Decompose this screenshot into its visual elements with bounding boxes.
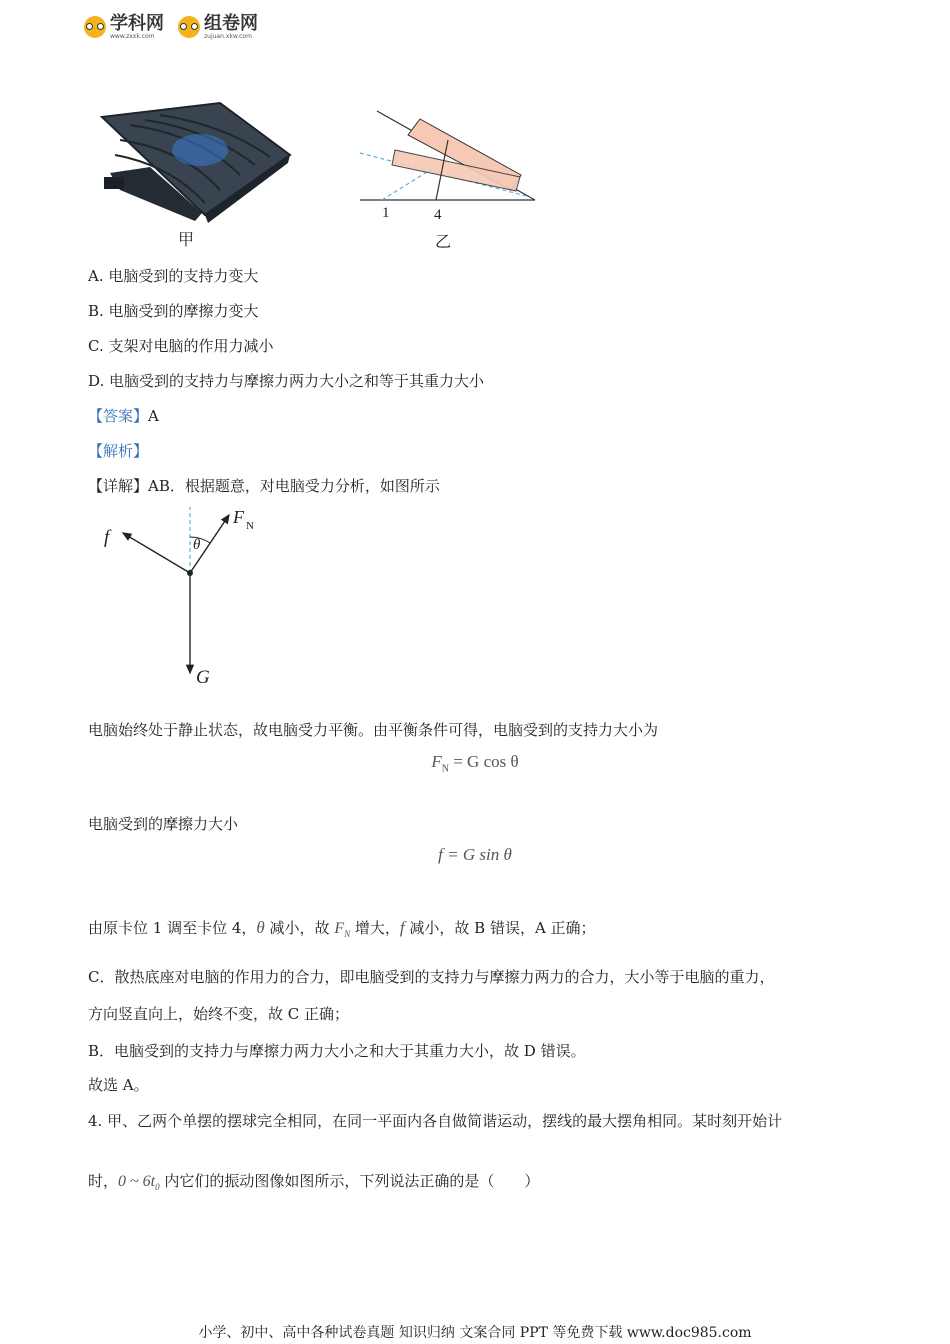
analysis-line [88,441,148,461]
caption-jia: 甲 [178,232,195,249]
q4-b: 内它们的振动图像如图所示，下列说法正确的是（ ） [159,1172,540,1190]
body-p6: B．电脑受到的支持力与摩擦力两力大小之和大于其重力大小，故 D 错误。 [88,1042,586,1060]
p3-F: F [334,920,345,937]
q4-sub: 0 [155,1182,160,1192]
body-p4: C．散热底座对电脑的作用力的合力，即电脑受到的支持力与摩擦力两力的合力，大小等于电脑的重力， [88,968,775,986]
equation-1 [0,752,950,774]
option-a: A. 电脑受到的支持力变大 [88,267,259,285]
option-c: C. 支架对电脑的作用力减小 [88,337,274,355]
label-slot-1: 1 [382,205,390,221]
p3-a: 由原卡位 1 调至卡位 4， [88,919,257,937]
owl-logo-icon [178,16,200,38]
owl-logo-icon [84,16,106,38]
laptop-stand-photo [102,103,290,223]
footer-text[interactable]: 小学、初中、高中各种试卷真题 知识归纳 文案合同 PPT 等免费下载 www.doc985.com [198,1325,752,1341]
analysis-tag: 【解析】 [88,442,149,460]
p3-c: 增大， [350,919,400,937]
p3-theta: θ [256,918,265,937]
equation-2 [0,845,950,865]
logo2-url: zujuan.xkw.com [204,33,252,40]
logo1-text: 学科网 [110,13,164,34]
header-logos [84,14,258,40]
logo-xuekewang[interactable] [84,14,164,40]
eq1-sub: N [441,763,449,775]
detail-tag: 【详解】 [88,477,149,495]
body-p1: 电脑始终处于静止状态，故电脑受力平衡。由平衡条件可得，电脑受到的支持力大小为 [88,721,659,739]
q4-line1: 4. 甲、乙两个单摆的摆球完全相同，在同一平面内各自做简谐运动，摆线的最大摆角相同。某时刻开始计 [88,1112,783,1130]
p3-Fsub: N [344,929,351,939]
label-slot-4: 4 [434,207,442,223]
answer-line [88,406,159,426]
body-p3 [88,918,596,944]
q4-line2 [88,1171,539,1197]
label-theta: θ [193,537,201,553]
detail-line [88,476,440,496]
label-FN-sub: N [246,520,254,532]
option-d: D. 电脑受到的支持力与摩擦力两力大小之和等于其重力大小 [88,372,485,390]
eq1-F: F [431,752,442,771]
answer-value: A [148,407,159,425]
p3-d: 减小，故 B 错误，A 正确； [404,919,596,937]
label-f: f [104,527,110,548]
q4-math: 0 ~ 6t [118,1173,156,1190]
eq1-rest: = G cos θ [448,752,519,771]
body-p7: 故选 A。 [88,1076,149,1094]
body-p2: 电脑受到的摩擦力大小 [88,815,239,833]
caption-yi: 乙 [435,234,452,251]
label-G: G [196,667,210,688]
option-b: B. 电脑受到的摩擦力变大 [88,302,259,320]
p3-f: f [399,918,405,937]
friction-force-arrow [123,533,190,573]
logo-zujuanwang[interactable] [178,14,258,40]
figure-laptop-stand [90,95,550,255]
body-p5: 方向竖直向上，始终不变，故 C 正确； [88,1005,350,1023]
logo2-text: 组卷网 [204,13,258,34]
force-diagram [95,505,275,695]
detail-text: AB．根据题意，对电脑受力分析，如图所示 [148,477,440,495]
logo1-url: www.zxxk.com [110,33,155,40]
q4-a: 时， [88,1172,119,1190]
label-FN: F [233,507,244,527]
answer-tag: 【答案】 [88,407,149,425]
incline-diagram [360,111,535,223]
p3-b: 减小，故 [264,919,335,937]
eq2: f = G sin θ [438,845,512,864]
